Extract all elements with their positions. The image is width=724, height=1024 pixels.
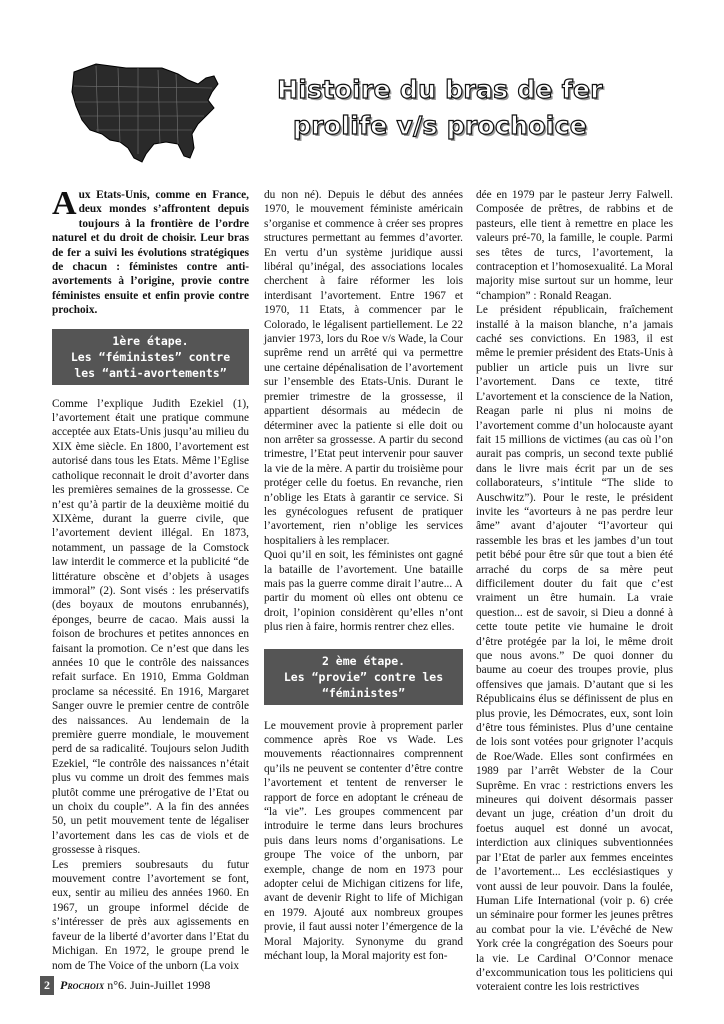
paragraph: Le président républicain, fraîchement installé à la maison blanche, n’a jamais caché ses convictions. En 1983, il est même le premier président des Etats-Unis à publier un article puis un livre sur l’avortement. Dans ce texte, titré L’avortement et la conscience de la Nation, Reagan parle ni plus ni moins de l’avortement comme d’un holocauste ayant fait 15 millions de victimes (au cas où l’on aurait pas compris, un second texte publié dans le livre mais écrit par un de ses collaborateurs, s’intitule “The slide to Auschwitz”). Pour le reste, le président invite les “avorteurs à ne pas perdre leur âme” avant d’ajouter “l’avorteur qui rassemble les bras et les jambes d’un tout petit bébé pour être sûr que tout a bien été arraché du corps de sa mère peut difficilement douter du fait que c’est vraiment un être humain. La vraie question... est de savoir, si Dieu a donné à cette toute petite vie humaine le droit d’être protégée par la loi, le même droit que nous avons.” De quoi donner du baume au coeur des troupes provie, plus offensives que jamais. D’autant que si les Républicains élus se définissent de plus en plus provie, les Démocrates, eux, sont loin d’être tous féministes. Plus d’une centaine de lois sont votées pour grignoter l’acquis de Roe/Wade. Elles sont confirmées en 1989 par l’arrêt Webster de la Cour Suprême. En vrac : restrictions envers les mineures qui doivent désormais passer devant un juge, création d’un droit du foetus auquel est donné un avocat, interdiction aux cliniques subventionnées par l’Etat de parler aux femmes enceintes de l’avortement... Les ecclésiastiques y vont aussi de leur pouvoir. Dans la foulée, Human Life International (voir p. 6) crée un séminaire pour former les jeunes prêtres au combat pour la vie. L’évêché de New York crée la congrégation des Soeurs pour la vie. Le Cardinal O’Connor menace d’excommunication tous les politiciens qui voteraient contre les lois restrictives <box>476 304 674 994</box>
column-1 <box>52 185 249 973</box>
column-2 <box>264 188 463 964</box>
section-box-1-label: 1ère étape. <box>112 333 189 348</box>
drop-cap: A <box>52 185 77 222</box>
section-box-2-title: Les “provie” contre les “féministes” <box>283 669 444 700</box>
magazine-name: Prochoix <box>60 978 105 992</box>
page-footer <box>40 976 210 995</box>
page-number: 2 <box>40 976 54 995</box>
paragraph: du non né). Depuis le début des années 1970, le mouvement féministe américain s’organise et commence à créer ses propres structures permettant au femmes d’avorter. En vertu d’un système juridique aussi libéral qu’inégal, des associations locales cherchent à faire réformer les lois interdisant l’avortement. Entre 1967 et 1970, 11 Etats, à commencer par le Colorado, le légalisent partiellement. Le 22 janvier 1973, lors du Roe v/s Wade, la Cour suprême rend un arrêté qui va permettre une certaine dépénalisation de l’avortement sur l’ensemble des Etats-Unis. Durant le premier trimestre de la grossesse, il appartient désormais au médecin de déterminer avec la patiente si elle doit ou non arrêter sa grossesse. A partir du second trimestre, l’Etat peut intervenir pour sauver la vie de la mère. A partir du troisième pour protéger celle du foetus. En revanche, rien n’oblige les Etats à garantir ce service. Si les gynécologues refusent de pratiquer l’avortement, rien n’oblige les services hospitaliers à les remplacer. <box>264 189 463 547</box>
column-3 <box>476 188 673 995</box>
intro-paragraph <box>52 185 249 318</box>
paragraph: dée en 1979 par le pasteur Jerry Falwell. Composée de prêtres, de rabbins et de pasteurs, elle tient à remettre en place les valeurs pré-70, la famille, le couple. Parmi ses têtes de turcs, l’avortement, la contraception et l’homosexualité. La Moral majority mise surtout sur un homme, leur “champion” : Ronald Reagan. <box>476 189 673 302</box>
paragraph: Le mouvement provie à proprement parler commence après Roe vs Wade. Les mouvements réactionnaires comprennent qu’ils ne peuvent se contenter d’être contre l’avortement et tentent de renverser le rapport de force en adoptant le créneau de “la vie”. Les groupes commencent par introduire le terme dans leurs brochures puis dans leurs noms d’organisations. Le groupe The voice of the unborn, par exemple, change de nom en 1973 pour adopter celui de Michigan citizens for life, avant de devenir Right to life of Michigan en 1979. Ajouté aux nombreux groupes provie, il faut aussi noter l’émergence de la Moral Majority. Synonyme du grand méchant loup, la Moral majority est fon- <box>264 719 463 963</box>
paragraph: Comme l’explique Judith Ezekiel (1), l’avortement était une pratique commune acceptée aux Etats-Unis jusqu’au milieu du XIX ème siècle. En 1800, l’avortement est autorisé dans tous les Etats. Même l’Eglise catholique reconnait le droit d’avorter dans les premières semaines de la grossesse. Ce n’est qu’à partir de la deuxième moitié du XIXème, durant la guerre civile, que l’avortement devient illégal. En 1873, notamment, un passage de la Comstock law interdit le commerce et la publicité “de littérature obscène et d’objets à usages immoral” (2). Sont visés : les préservatifs (des boyaux de moutons enrubannés), éponges, beurre de cacao. Mais aussi la foison de brochures et petites annonces en faisant la promotion. Ce n’est que dans les années 10 que le contrôle des naissances refait surface. En 1910, Emma Goldman proclame sa nécessité. En 1916, Margaret Sanger ouvre le premier centre de contrôle des naissances. Au lendemain de la première guerre mondiale, le mouvement perd de sa radicalité. Toujours selon Judith Ezekiel, “le contrôle des naissances n’était plus vu comme un droit des femmes mais plutôt comme une prérogative de l’Etat ou un choix du couple”. A la fin des années 50, un petit mouvement tente de légaliser l’avortement dans les cas de viols et de grossesse à risques. <box>52 397 249 857</box>
section-box-2-label: 2 ème étape. <box>321 653 406 668</box>
section-box-1-title: Les “féministes” contre les “anti-avortements” <box>70 349 231 380</box>
intro-text: ux Etats-Unis, comme en France, deux mondes s’affrontent depuis toujours à la frontière de l’ordre naturel et du droit de choisir. Leur bras de fer a suivi les évolutions stratégiques de chacun : féministes contre anti-avortements à l’origine, provie contre féministes ensuite et enfin provie contre prochoix. <box>52 189 249 317</box>
section-box-2 <box>264 649 463 705</box>
page-title: Histoire du bras de fer prolife v/s prochoice <box>277 75 603 140</box>
paragraph: Les premiers soubresauts du futur mouvement contre l’avortement se font, eux, sentir au milieu des années 1960. En 1967, un groupe informel décide de s’intéresser de près aux agissements en faveur de la liberté d’avorter dans l’Etat du Michigan. En 1972, le groupe prend le nom de The Voice of the unborn (La voix <box>52 858 249 972</box>
issue-info: n°6. Juin-Juillet 1998 <box>107 978 211 992</box>
usa-map-icon <box>66 58 226 166</box>
section-box-1 <box>52 329 249 385</box>
paragraph: Quoi qu’il en soit, les féministes ont gagné la bataille de l’avortement. Une bataille mais pas la guerre comme dirait l’autre... A partir du moment où elles ont obtenu ce droit, l’opinion considèrent qu’elles n’ont plus rien à faire, hormis rentrer chez elles. <box>264 549 463 634</box>
